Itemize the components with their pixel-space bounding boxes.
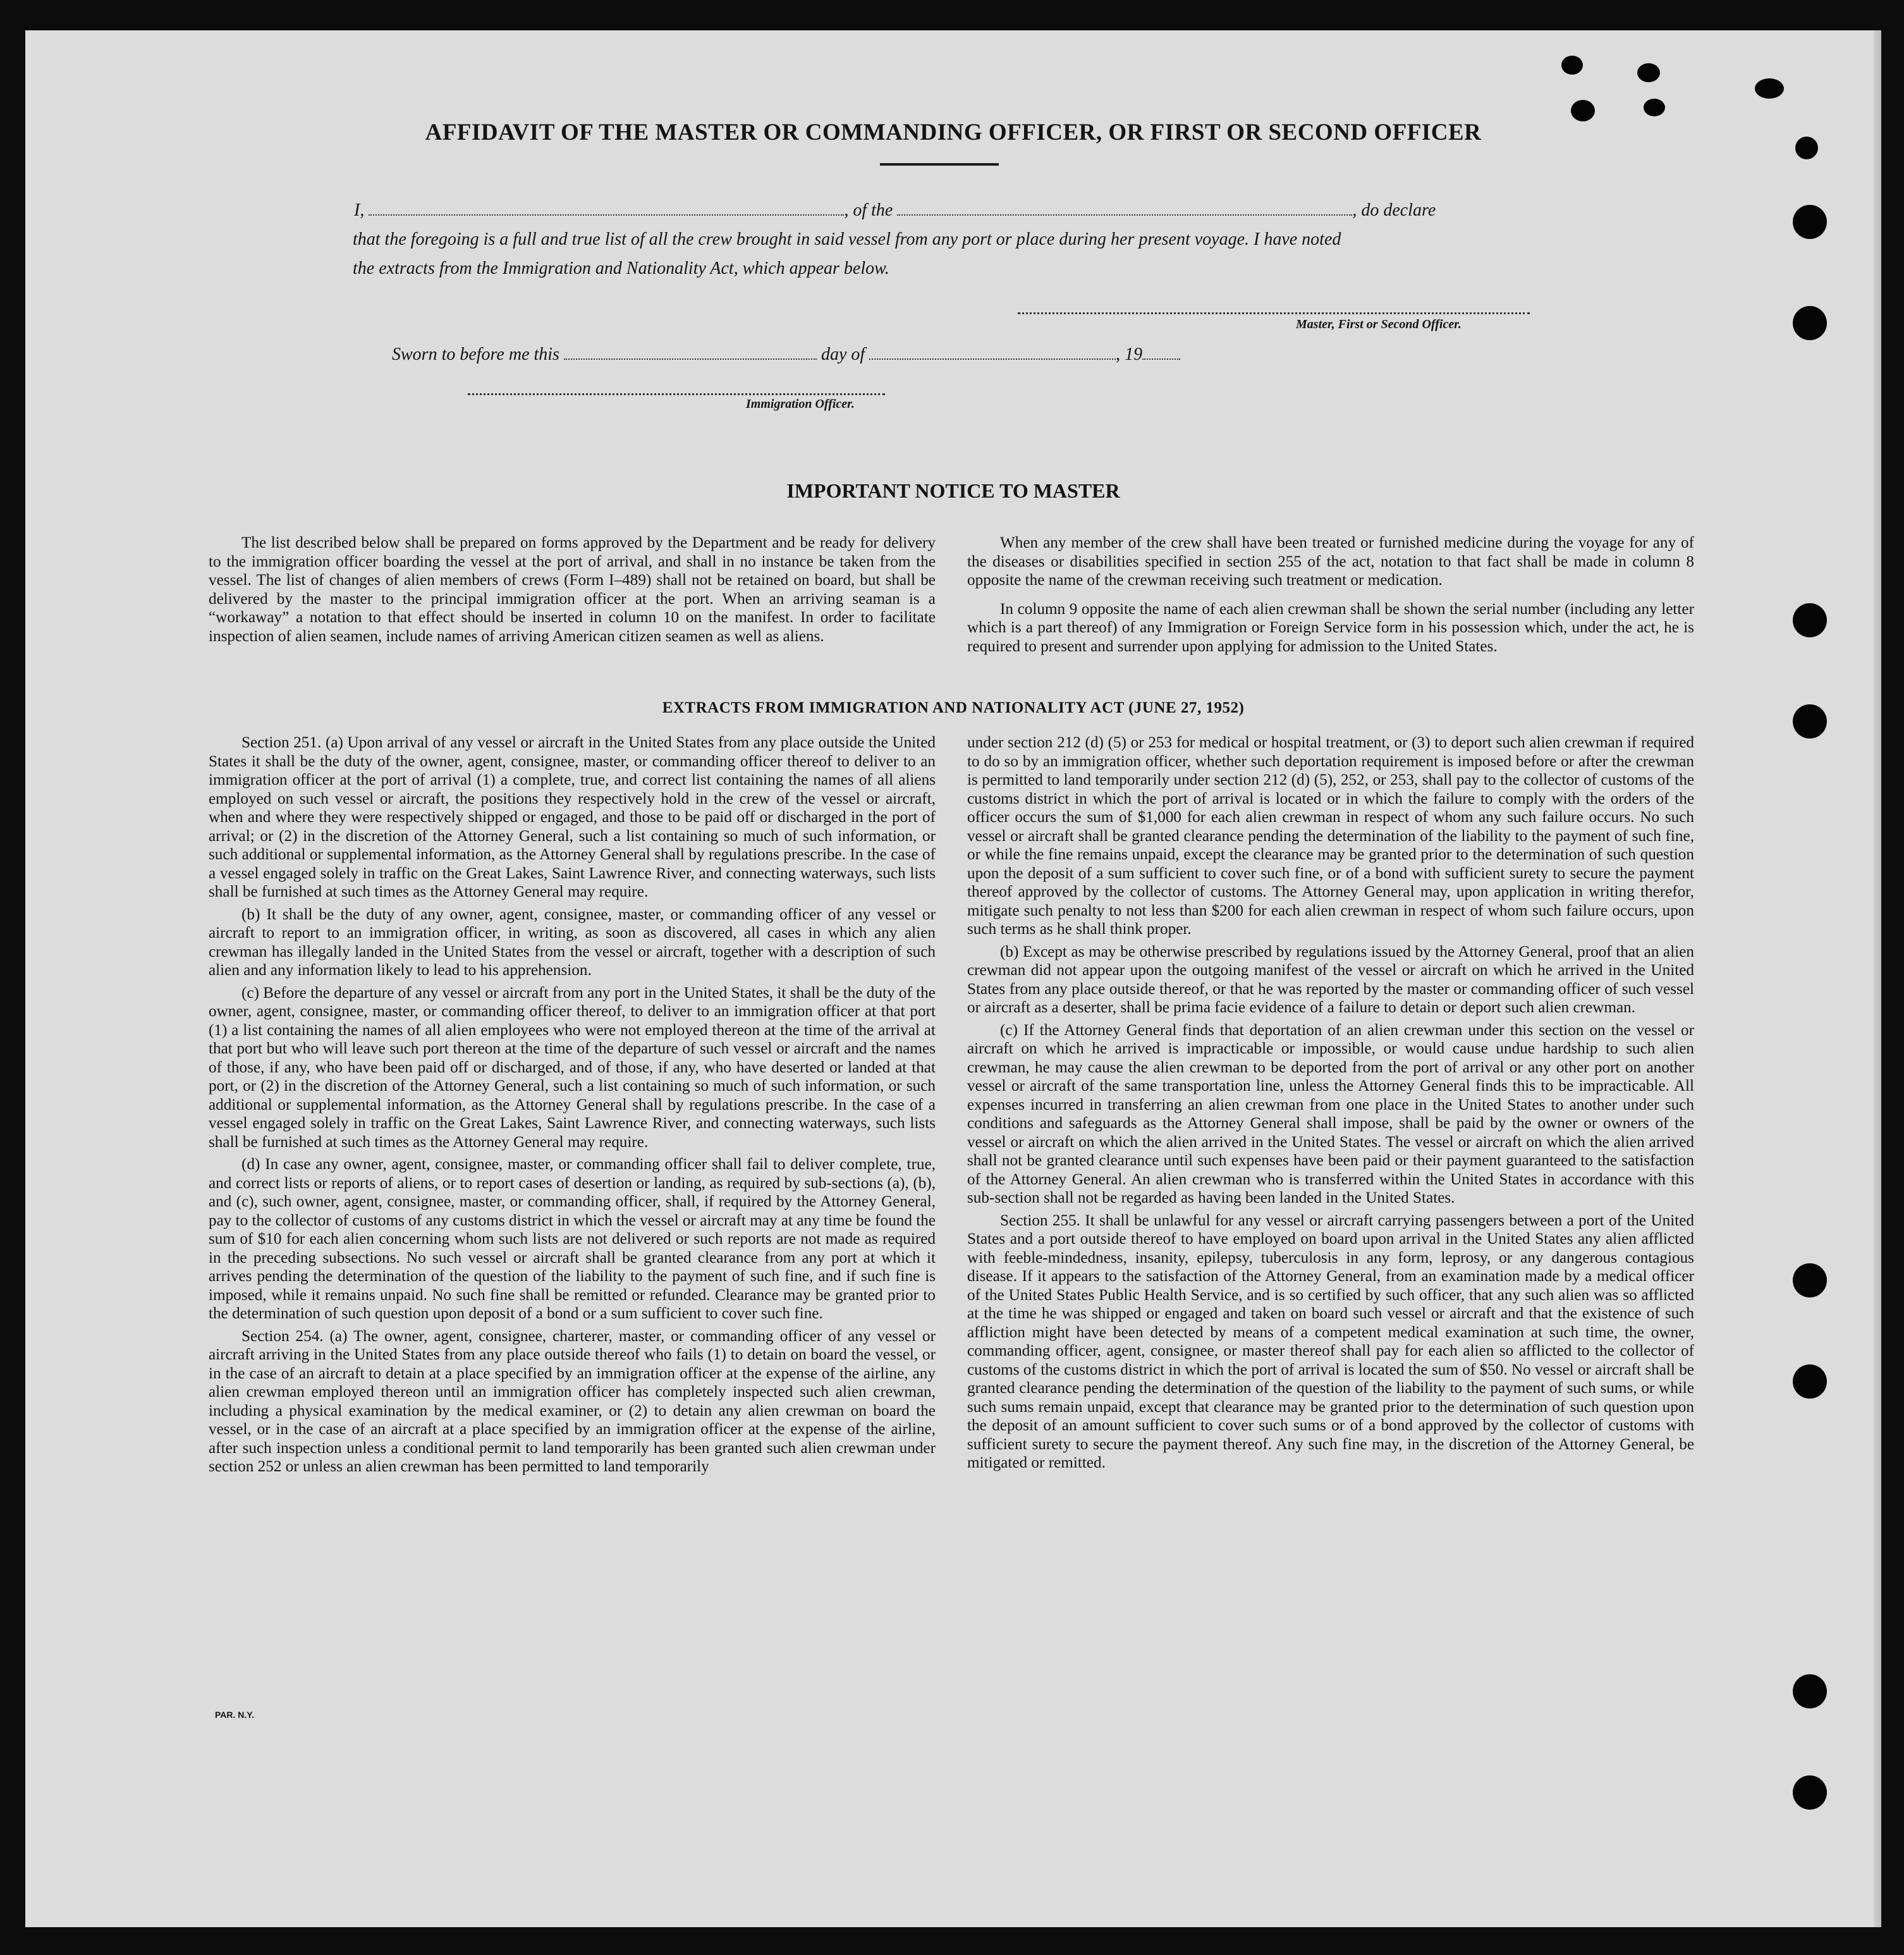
affidavit-title: AFFIDAVIT OF THE MASTER OR COMMANDING OFFICER, OR FIRST OR SECOND OFFICER (425, 120, 1482, 145)
binder-hole (1793, 603, 1827, 637)
extracts-right-column (967, 733, 1694, 1476)
section-254-a: Section 254. (a) The owner, agent, consignee, charterer, master, or commanding officer of any vessel or aircraft arriving in the United States from any place outside thereof who fails (1) to detain on board the vessel, or in the case of an aircraft to detain at a place specified by an immigration officer at the expense of the airline, any alien crewman employed thereon until an immigration officer has completely inspected such alien crewman, including a physical examination by the medical examiner, or (2) to detain any alien crewman on board the vessel, or in the case of an aircraft at a place specified by an immigration officer at the expense of the airline, after such inspection unless a conditional permit to land temporarily has been granted such alien crewman under section 252 or unless an alien crewman has been permitted to land temporarily (209, 1327, 936, 1475)
section-251-b: (b) It shall be the duty of any owner, agent, consignee, master, or commanding officer of any vessel or aircraft to report to an immigration officer, in writing, as soon as discovered, all cases in which any alien crewman has illegally landed in the United States from the vessel or aircraft, together with a description of such alien and any information likely to lead to his apprehension. (209, 905, 936, 979)
extracts-heading: EXTRACTS FROM IMMIGRATION AND NATIONALITY ACT (JUNE 27, 1952) (662, 699, 1245, 716)
binder-hole (1755, 78, 1784, 99)
binder-hole (1793, 306, 1827, 340)
officer-signature-line[interactable] (468, 393, 885, 395)
notice-right-paragraph-2: In column 9 opposite the name of each alien crewman shall be shown the serial number (including any letter which is a part thereof) of any Immigration or Foreign Service form in his possession which, under the act, he is required to present and surrender upon applying for admission to the United States. (967, 600, 1694, 655)
sworn-prefix: Sworn to before me this (392, 345, 559, 364)
section-254-b: (b) Except as may be otherwise prescribed by regulations issued by the Attorney General, proof that an alien crewman did not appear upon the outgoing manifest of the vessel or aircraft on which he arrived in the United States from any place outside thereof, or that he was reported by the master or commanding officer of such vessel or aircraft as a deserter, shall be prima facie evidence of a failure to detain or deport such alien crewman. (967, 943, 1694, 1016)
declaration-line-1 (354, 196, 1549, 225)
decl-do-declare: , do declare (1352, 200, 1436, 220)
section-251-d: (d) In case any owner, agent, consignee, master, or commanding officer shall fail to deliver complete, true, and correct lists or reports of aliens, or to report cases of desertion or landing, as required by sub-sections (a), (b), and (c), such owner, agent, consignee, master, or commanding officer, shall, if required by the Attorney General, pay to the collector of customs of any customs district in which the vessel or aircraft may at any time be found the sum of $10 for each alien concerning whom such lists are not delivered or such reports are not made as required in the preceding subsections. No such vessel or aircraft shall be granted clearance from any port at which it arrives pending the determination of the question of the liability to the payment of such fine, and if such fine is imposed, while it remains unpaid. No such fine shall be remitted or refunded. Clearance may be granted prior to the determination of such question upon deposit of a bond or a sum sufficient to cover such fine. (209, 1156, 936, 1322)
binder-hole (1637, 63, 1660, 82)
binder-hole (1571, 100, 1595, 121)
extracts-left-column (209, 733, 936, 1480)
binder-hole (1793, 1364, 1827, 1399)
binder-hole (1644, 99, 1665, 116)
binder-hole (1561, 56, 1583, 75)
sworn-year-prefix: , 19 (1116, 345, 1143, 364)
section-255: Section 255. It shall be unlawful for any vessel or aircraft carrying passengers between a port of the United States and a port outside thereof to have employed on board upon arrival in the United States any alien afflicted with feeble-mindedness, insanity, epilepsy, tuberculosis in any form, leprosy, or any dangerous contagious disease. If it appears to the satisfaction of the Attorney General, from an examination made by a medical officer of the United States Public Health Service, and is so certified by such officer, that any such alien was so afflicted at the time he was shipped or engaged and taken on board such vessel or aircraft and that the existence of such affliction might have been detected by means of a competent medical examination at such time, the owner, commanding officer, agent, consignee, or master thereof shall pay for each alien so afflicted to the collector of customs of the customs district in which the port of arrival is located the sum of $50. No vessel or aircraft shall be granted clearance pending the determination of the question of the liability to the payment of such sums, or while such sums remain unpaid, except that clearance may be granted prior to the determination of such question upon the deposit of an amount sufficient to cover such sums or of a bond approved by the collector of customs with sufficient surety to secure the payment thereof. Any such fine may, in the discretion of the Attorney General, be mitigated or remitted. (967, 1211, 1694, 1471)
sworn-month-blank[interactable] (869, 343, 1116, 360)
sworn-day-blank[interactable] (564, 343, 817, 360)
printer-mark: PAR. N.Y. (215, 1710, 254, 1720)
binder-hole (1793, 1263, 1827, 1297)
section-254-a-continued: under section 212 (d) (5) or 253 for medical or hospital treatment, or (3) to deport such alien crewman if required to do so by an immigration officer, whether such deportation requirement is imposed before or after the crewman is permitted to land temporarily under section 212 (d) (5), 252, or 253, shall pay to the collector of customs of the customs district in which the port of arrival is located or in which the failure to comply with the orders of the officer occurs the sum of $1,000 for each alien crewman in respect of whom any such failure occurs. No such vessel or aircraft shall be granted clearance pending the determination of the liability to the payment of such fine, or while the fine remains unpaid, except the clearance may be granted prior to the determination of such question upon the deposit of a sum sufficient to cover such fine, or of a bond with sufficient surety to secure the payment thereof approved by the collector of customs. The Attorney General may, upon application in writing therefor, mitigate such penalty to not less than $200 for each alien crewman in respect of whom such failure occurs, upon such terms as he shall think proper. (967, 734, 1694, 938)
title-underline (880, 163, 999, 166)
name-blank[interactable] (369, 199, 844, 216)
declaration-line-2: that the foregoing is a full and true list of all the crew brought in said vessel from any port or place during her present voyage. I have noted (353, 230, 1341, 249)
sworn-day-of: day of (821, 345, 865, 364)
sworn-line (392, 340, 1340, 369)
master-signature-label: Master, First or Second Officer. (1296, 317, 1462, 331)
section-254-c: (c) If the Attorney General finds that deportation of an alien crewman under this section on the vessel or aircraft on which he arrived is impracticable or impossible, or would cause undue hardship to such alien crewman, he may cause the alien crewman to be deported from the port of arrival or any other port on another vessel or aircraft of the same transportation line, unless the Attorney General finds this to be impracticable. All expenses incurred in transferring an alien crewman from one place in the United States to another under such conditions and safeguards as the Attorney General shall impose, shall be paid by the owner or owners of the vessel or aircraft on which the alien arrived in the United States. The vessel or aircraft on which the alien arrived shall not be granted clearance until such expenses have been paid or their payment guaranteed to the satisfaction of the Attorney General. An alien crewman who is transferred within the United States in accordance with this sub-section shall not be regarded as having been landed in the United States. (967, 1021, 1694, 1206)
notice-heading: IMPORTANT NOTICE TO MASTER (786, 479, 1120, 502)
decl-of-the: , of the (844, 200, 893, 220)
officer-signature-label: Immigration Officer. (746, 397, 855, 411)
notice-right-paragraph-1: When any member of the crew shall have been treated or furnished medicine during the voyage for any of the diseases or disabilities specified in section 255 of the act, notation to that fact shall be made in column 8 opposite the name of the crewman receiving such treatment or medication. (967, 534, 1694, 589)
page-edge (1874, 30, 1881, 1927)
declaration-line-3: the extracts from the Immigration and Nationality Act, which appear below. (353, 259, 889, 278)
sworn-year-blank[interactable] (1142, 343, 1180, 360)
binder-hole (1793, 1775, 1827, 1810)
vessel-blank[interactable] (897, 199, 1352, 216)
binder-hole (1793, 1674, 1827, 1708)
decl-i: I, (354, 200, 365, 220)
document-page (25, 30, 1881, 1927)
notice-right-column (967, 534, 1694, 659)
section-251-c: (c) Before the departure of any vessel or aircraft from any port in the United States, it shall be the duty of the owner, agent, consignee, master, or commanding officer thereof, to deliver to an immigration officer at that port (1) a list containing the names of all alien employees who were not employed thereon at the time of the arrival at that port but who will leave such port thereon at the time of the departure of such vessel or aircraft and the names of those, if any, who have been paid off or discharged, and of those, if any, who have deserted or landed at that port, or (2) in the discretion of the Attorney General, such a list containing so much of such information, or such additional or supplemental information, as the Attorney General shall by regulations prescribe. In the case of a vessel engaged solely in traffic on the Great Lakes, Saint Lawrence River, and connecting waterways, such lists shall be furnished at such times as the Attorney General may require. (209, 984, 936, 1151)
binder-hole (1793, 205, 1827, 239)
notice-left-column (209, 534, 936, 649)
master-signature-line[interactable] (1018, 312, 1530, 314)
notice-left-paragraph: The list described below shall be prepared on forms approved by the Department and be ready for delivery to the immigration officer boarding the vessel at the port of arrival, and shall in no instance be taken from the vessel. The list of changes of alien members of crews (Form I–489) shall not be retained on board, but shall be delivered by the master to the principal immigration officer at the port. When an arriving seaman is a “workaway” a notation to that effect should be inserted in column 10 on the manifest. In order to facilitate inspection of alien seamen, include names of arriving American citizen seamen as well as aliens. (209, 534, 936, 645)
section-251-a: Section 251. (a) Upon arrival of any vessel or aircraft in the United States from any place outside the United States it shall be the duty of the owner, agent, consignee, master, or commanding officer thereof to deliver to an immigration officer at the port of arrival (1) a complete, true, and correct list containing the names of all aliens employed on such vessel or aircraft, the positions they respectively hold in the crew of the vessel or aircraft, when and where they were respectively shipped or engaged, and those to be paid off or discharged in the port of arrival; or (2) in the discretion of the Attorney General, such a list containing so much of such information, or such additional or supplemental information, as the Attorney General shall by regulations prescribe. In the case of a vessel engaged solely in traffic on the Great Lakes, Saint Lawrence River, and connecting waterways, such lists shall be furnished at such times as the Attorney General may require. (209, 734, 936, 900)
